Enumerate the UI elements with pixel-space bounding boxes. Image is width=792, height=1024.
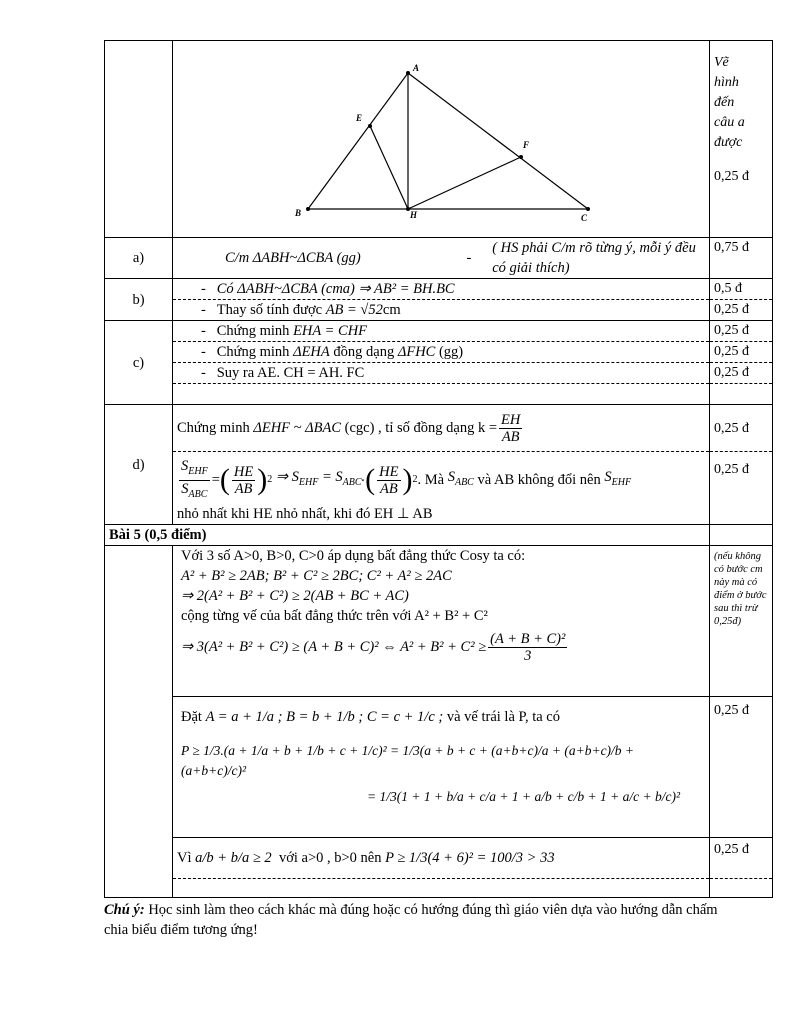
bai5-part2-row bbox=[105, 697, 773, 838]
part-d-line1-pre: Chứng minh bbox=[177, 420, 250, 436]
b5-p2-score: 0,25 đ bbox=[710, 697, 773, 838]
footnote-label: Chú ý: bbox=[104, 902, 145, 918]
part-c-line2-pre: Chứng minh bbox=[216, 344, 290, 360]
area-ratio-fraction: $\frac{S_{EHF}}{S_{ABC}}$ bbox=[181, 457, 208, 500]
part-d-score1: 0,25 đ bbox=[710, 405, 772, 452]
b5-line3: ⇒ 2(A² + B² + C²) ≥ 2(AB + BC + AC) bbox=[181, 588, 409, 604]
part-b-line2-pre: Thay số tính được bbox=[216, 302, 323, 318]
part-d-line1-mid: (cgc) , tỉ số đồng dạng k = bbox=[344, 420, 497, 436]
grading-table bbox=[104, 40, 773, 898]
part-b-row: b) - Có ΔABH~ΔCBA (cma) ⇒ AB² = BH.BC - Thay số tính được AB = √52cm 0,5 đ 0,25 đ bbox=[105, 279, 773, 321]
b5-line2: A² + B² ≥ 2AB; B² + C² ≥ 2BC; C² + A² ≥ 2AC bbox=[181, 568, 452, 584]
label-E: E bbox=[356, 113, 363, 123]
b5-p2-line1-post: và vế trái là P, ta có bbox=[446, 709, 560, 725]
b5-line5-fraction: $\frac{\text{(A + B + C)²}}{3}$ bbox=[490, 630, 566, 664]
part-d-row: d) Chứng minh ΔEHF ~ ΔBAC (cgc) , tỉ số đồng dạng k = $\frac{EH}{AB}$ $\frac{S_{EHF}}{S_{ABC}}$ = ( $\frac{HE}{AB}$ ) 2 ⇒ $S_{EHF} = S_{ABC}$. ( $\frac{HE}{AB}$ ) 2 . Mà $S_{ABC}$ và AB không đổi nên $S_{EHF}$ nhỏ nhất khi HE nhỏ nhất, khi đó EH ⊥ AB 0,25 đ 0,25 đ bbox=[105, 405, 773, 525]
part-b-line2-unit: cm bbox=[382, 302, 401, 318]
part-c-line3: Suy ra AE. CH = AH. FC bbox=[216, 365, 365, 381]
b5-p3-pre: Vì bbox=[177, 850, 192, 866]
figure-score: 0,25 đ bbox=[714, 169, 749, 184]
b5-p2-substitution: A = a + 1/a ; B = b + 1/b ; C = c + 1/c ; bbox=[205, 709, 444, 725]
b5-line5: ⇒ 3(A² + B² + C²) ≥ (A + B + C)² ⇔ A² + B² + C² ≥ bbox=[181, 639, 487, 655]
b5-line4: cộng từng vế của bất đẳng thức trên với A² + B² + C² bbox=[181, 608, 488, 624]
figure-score-note: Vẽ hình đến câu a được bbox=[714, 55, 745, 150]
part-c-line2-mid: đồng dạng bbox=[333, 344, 395, 360]
part-a-score: 0,75 đ bbox=[710, 238, 773, 279]
b5-p3-math1: a/b + b/a ≥ 2 bbox=[195, 850, 272, 866]
part-c-score2: 0,25 đ bbox=[710, 342, 772, 363]
part-a-dash: - bbox=[466, 250, 472, 266]
part-b-label: b) bbox=[105, 279, 173, 321]
part-d-line1-m1: ΔEHF ~ ΔBAC bbox=[253, 420, 342, 436]
b5-p2-line3: = 1/3(1 + 1 + b/a + c/a + 1 + a/b + c/b + 1 + a/c + b/c)² bbox=[367, 789, 680, 804]
label-F: F bbox=[523, 140, 530, 150]
part-b-line2-math: AB = √52 bbox=[325, 302, 383, 318]
part-d-score2: 0,25 đ bbox=[714, 462, 749, 477]
label-H: H bbox=[410, 210, 418, 220]
part-c-line2-post: (gg) bbox=[438, 344, 464, 360]
label-C: C bbox=[581, 213, 588, 223]
part-a-note: ( HS phải C/m rõ từng ý, mỗi ý đều có giải thích) bbox=[492, 240, 696, 276]
part-a-label: a) bbox=[105, 238, 173, 279]
triangle-figure bbox=[177, 41, 697, 231]
answer-key-page bbox=[104, 40, 772, 940]
ratio-fraction: $\frac{EH}{AB}$ bbox=[501, 411, 521, 445]
part-b-score1: 0,5 đ bbox=[710, 279, 772, 300]
part-c-label: c) bbox=[105, 321, 173, 405]
figure-row bbox=[105, 41, 773, 238]
part-a-row bbox=[105, 238, 773, 279]
b5-deduction-note: (nếu không có bước cm này mà có điểm ở bước sau thì trừ 0,25đ) bbox=[714, 551, 767, 627]
triangle-figure-cell bbox=[173, 41, 710, 238]
label-B: B bbox=[295, 208, 302, 218]
part-b-line1: Có ΔABH~ΔCBA (cma) ⇒ AB² = BH.BC bbox=[216, 281, 455, 297]
label-A: A bbox=[413, 63, 420, 73]
part-c-score1: 0,25 đ bbox=[710, 321, 772, 342]
part-c-line1-math: EHA = CHF bbox=[293, 323, 368, 339]
b5-p2-line2: P ≥ 1/3.(a + 1/a + b + 1/b + c + 1/c)² = 1/3(a + b + c + (a+b+c)/a + (a+b+c)/b + (a+b+c)/c)² bbox=[181, 743, 635, 778]
footnote bbox=[104, 900, 744, 940]
bai5-part1-row bbox=[105, 546, 773, 697]
part-d-line3: nhỏ nhất khi HE nhỏ nhất, khi đó EH ⊥ AB bbox=[177, 506, 433, 522]
part-c-line1-pre: Chứng minh bbox=[216, 323, 290, 339]
part-a-text: C/m ΔABH~ΔCBA (gg) bbox=[225, 250, 361, 266]
b5-p3-score: 0,25 đ bbox=[710, 838, 772, 879]
part-b-score2: 0,25 đ bbox=[714, 302, 749, 317]
footnote-text: Học sinh làm theo cách khác mà đúng hoặc có hướng đúng thì giáo viên dựa vào hướng dẫn chấm chia biểu điểm tương ứng! bbox=[104, 902, 718, 938]
b5-p3-mid: với a>0 , b>0 nên bbox=[278, 850, 382, 866]
b5-p3-math2: P ≥ 1/3(4 + 6)² = 100/3 > 33 bbox=[385, 850, 555, 866]
part-c-row: c) - Chứng minh EHA = CHF - Chứng minh ΔEHA đồng dạng ΔFHC (gg) - Suy ra AE. CH = AH. FC 0,25 đ 0,25 đ 0,25 đ bbox=[105, 321, 773, 405]
part-c-line2-m2: ΔFHC bbox=[397, 344, 436, 360]
part-c-score3: 0,25 đ bbox=[710, 363, 772, 384]
part-c-line2-m1: ΔEHA bbox=[293, 344, 330, 360]
bai5-heading-row bbox=[105, 525, 773, 546]
b5-p2-dat: Đặt bbox=[181, 709, 202, 725]
b5-line1: Với 3 số A>0, B>0, C>0 áp dụng bất đẳng thức Cosy ta có: bbox=[181, 548, 526, 564]
part-d-label: d) bbox=[105, 405, 173, 525]
bai5-part3-row bbox=[105, 838, 773, 898]
bai5-title: Bài 5 (0,5 điểm) bbox=[109, 527, 207, 543]
